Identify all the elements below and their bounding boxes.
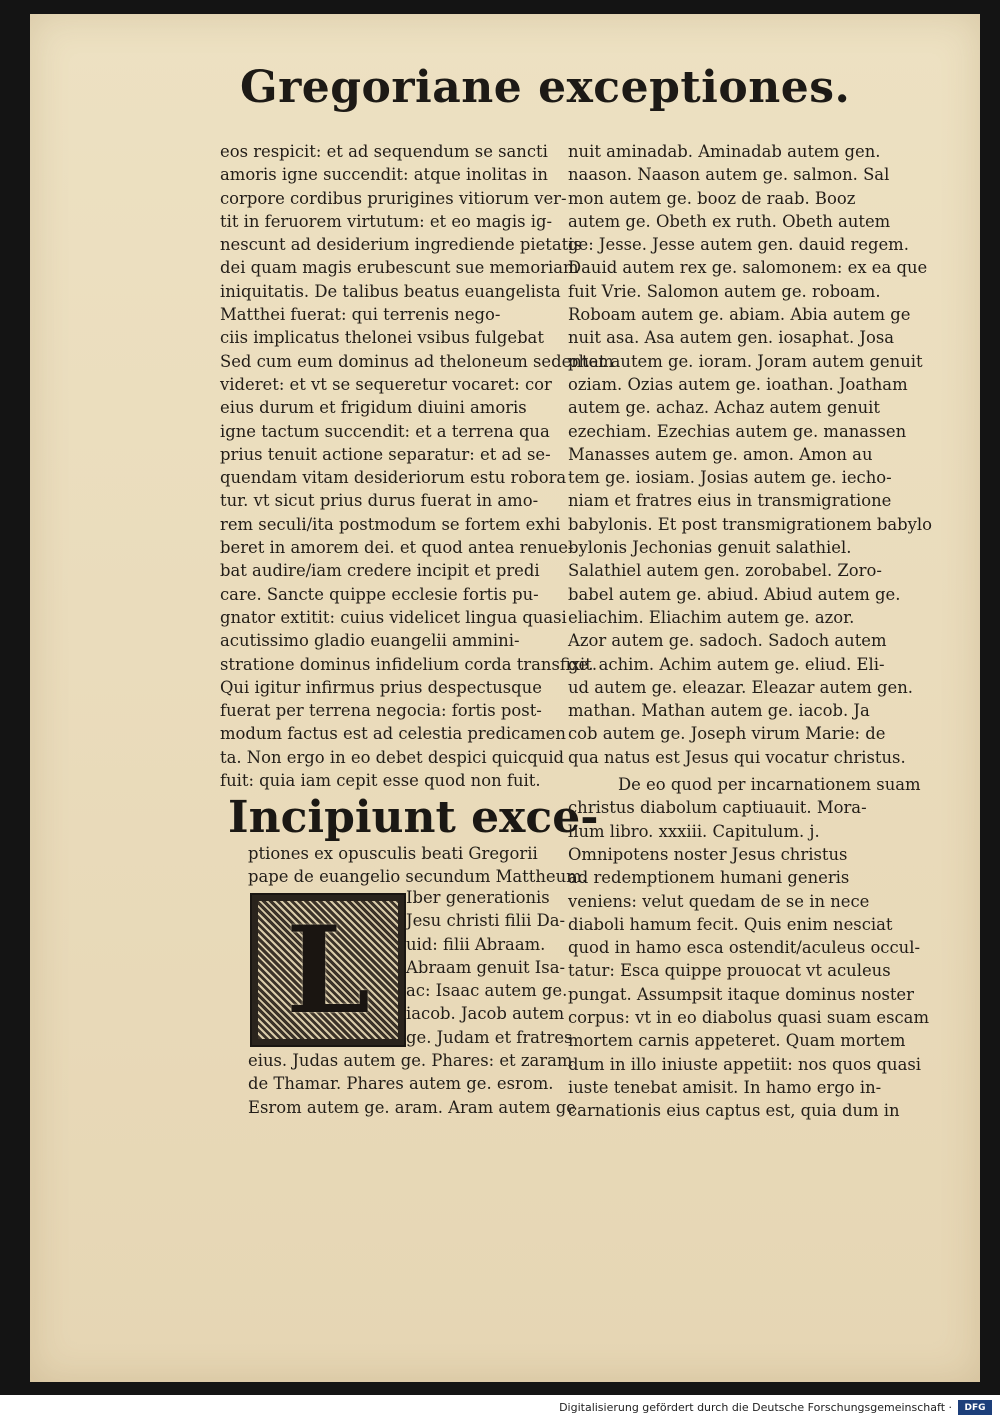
text-line: nuit asa. Asa autem gen. iosaphat. Josa bbox=[568, 328, 895, 348]
text-line: care. Sancte quippe ecclesie fortis pu- bbox=[220, 584, 539, 604]
text-line: autem ge. Obeth ex ruth. Obeth autem bbox=[568, 211, 891, 231]
text-line: babylonis. Et post transmigrationem babylo bbox=[568, 514, 932, 534]
text-line: eos respicit: et ad sequendum se sancti bbox=[220, 142, 548, 161]
text-line: Qui igitur infirmus prius despectusque bbox=[220, 677, 542, 697]
text-line: tit in feruorem virtutum: et eo magis ig- bbox=[220, 211, 553, 231]
text-line: Dauid autem rex ge. salomonem: ex ea que bbox=[568, 258, 928, 278]
text-line: fuit Vrie. Salomon autem ge. roboam. bbox=[568, 281, 881, 301]
right-column bbox=[568, 140, 932, 769]
chapter-text-line: quod in hamo esca ostendit/aculeus occul- bbox=[568, 938, 921, 958]
chapter-text-line: diaboli hamum fecit. Quis enim nesciat bbox=[568, 914, 893, 934]
text-line: Sed cum eum dominus ad theloneum sedentem bbox=[220, 351, 614, 371]
incipit-line: ptiones ex opusculis beati Gregorii bbox=[248, 844, 538, 863]
chapter-section bbox=[568, 773, 929, 1122]
text-line: ciis implicatus thelonei vsibus fulgebat bbox=[220, 328, 544, 348]
text-line: fuit: quia iam cepit esse quod non fuit. bbox=[220, 771, 541, 791]
text-line: niam et fratres eius in transmigratione bbox=[568, 491, 892, 511]
text-line: Abraam genuit Isa- bbox=[406, 957, 566, 977]
text-line: nuit aminadab. Aminadab autem gen. bbox=[568, 142, 881, 161]
left-column bbox=[220, 140, 614, 792]
chapter-text-line: Omnipotens noster Jesus christus bbox=[568, 844, 848, 864]
dfg-logo: DFG bbox=[958, 1400, 992, 1415]
incipit-subtitle bbox=[248, 842, 587, 889]
initial-ornament bbox=[258, 901, 398, 1039]
text-line: modum factus est ad celestia predicamen bbox=[220, 724, 566, 744]
text-line: beret in amorem dei. et quod antea renue- bbox=[220, 538, 574, 558]
text-line: quendam vitam desideriorum estu robora bbox=[220, 468, 567, 488]
chapter-text-line: dum in illo iniuste appetiit: nos quos quasi bbox=[568, 1054, 922, 1074]
chapter-text-line: mortem carnis appeteret. Quam mortem bbox=[568, 1031, 906, 1051]
text-line: cob autem ge. Joseph virum Marie: de bbox=[568, 724, 886, 744]
text-line: Roboam autem ge. abiam. Abia autem ge bbox=[568, 305, 911, 325]
text-line: iniquitatis. De talibus beatus euangelista bbox=[220, 281, 561, 301]
text-line: Iber generationis bbox=[406, 888, 550, 907]
text-line: eius. Judas autem ge. Phares: et zaram bbox=[248, 1051, 573, 1070]
text-line: gnator extitit: cuius videlicet lingua quasi bbox=[220, 607, 567, 627]
text-line: bylonis Jechonias genuit salathiel. bbox=[568, 538, 852, 558]
initial-letter: L bbox=[285, 899, 371, 1041]
chapter-heading-line: lium libro. xxxiii. Capitulum. j. bbox=[568, 821, 820, 841]
chapter-text-line: corpus: vt in eo diabolus quasi suam escam bbox=[568, 1008, 929, 1028]
text-line: mathan. Mathan autem ge. iacob. Ja bbox=[568, 701, 870, 721]
text-below-initial bbox=[248, 1049, 576, 1119]
text-line: babel autem ge. abiud. Abiud autem ge. bbox=[568, 584, 901, 604]
text-line: tur. vt sicut prius durus fuerat in amo- bbox=[220, 491, 539, 511]
text-line: Azor autem ge. sadoch. Sadoch autem bbox=[568, 631, 887, 651]
text-line: ac: Isaac autem ge. bbox=[406, 981, 568, 1001]
text-line: ud autem ge. eleazar. Eleazar autem gen. bbox=[568, 677, 913, 697]
text-line: phat autem ge. ioram. Joram autem genuit bbox=[568, 351, 923, 371]
text-line: Jesu christi filii Da- bbox=[406, 911, 566, 931]
text-line: acutissimo gladio euangelii ammini- bbox=[220, 631, 520, 651]
chapter-text-line: veniens: velut quedam de se in nece bbox=[568, 891, 870, 911]
text-line: eliachim. Eliachim autem ge. azor. bbox=[568, 607, 855, 627]
chapter-text-line: ad redemptionem humani generis bbox=[568, 868, 850, 888]
chapter-heading-line: De eo quod per incarnationem suam bbox=[618, 775, 921, 795]
text-line: bat audire/iam credere incipit et predi bbox=[220, 561, 540, 581]
text-line: tem ge. iosiam. Josias autem ge. iecho- bbox=[568, 468, 892, 488]
chapter-text-line: carnationis eius captus est, quia dum in bbox=[568, 1101, 900, 1121]
text-line: ezechiam. Ezechias autem ge. manassen bbox=[568, 421, 907, 441]
text-line: uid: filii Abraam. bbox=[406, 934, 546, 954]
text-line: Manasses autem ge. amon. Amon au bbox=[568, 444, 873, 464]
text-line: qua natus est Jesus qui vocatur christus. bbox=[568, 747, 906, 767]
running-head: Gregoriane exceptiones. bbox=[240, 62, 851, 113]
text-line: ge: Jesse. Jesse autem gen. dauid regem. bbox=[568, 235, 909, 255]
text-beside-initial bbox=[406, 886, 573, 1049]
footer-credit: Digitalisierung gefördert durch die Deutsche Forschungsgemeinschaft · bbox=[559, 1401, 952, 1414]
text-line: de Thamar. Phares autem ge. esrom. bbox=[248, 1074, 554, 1094]
text-line: fuerat per terrena negocia: fortis post- bbox=[220, 701, 542, 721]
text-line: corpore cordibus prurigines vitiorum ver- bbox=[220, 188, 567, 208]
chapter-text-line: tatur: Esca quippe prouocat vt aculeus bbox=[568, 961, 891, 981]
text-line: Matthei fuerat: qui terrenis nego- bbox=[220, 305, 501, 325]
text-line: ta. Non ergo in eo debet despici quicquid bbox=[220, 747, 565, 767]
text-line: igne tactum succendit: et a terrena qua bbox=[220, 421, 550, 441]
text-line: Esrom autem ge. aram. Aram autem ge bbox=[248, 1097, 576, 1117]
text-line: iacob. Jacob autem bbox=[406, 1004, 565, 1024]
decorated-initial bbox=[250, 893, 406, 1047]
text-line: mon autem ge. booz de raab. Booz bbox=[568, 188, 856, 208]
text-line: ge. achim. Achim autem ge. eliud. Eli- bbox=[568, 654, 885, 674]
text-line: oziam. Ozias autem ge. ioathan. Joatham bbox=[568, 374, 908, 394]
text-line: eius durum et frigidum diuini amoris bbox=[220, 398, 527, 418]
text-line: prius tenuit actione separatur: et ad se- bbox=[220, 444, 551, 464]
incipit-heading: Incipiunt exce- bbox=[228, 792, 599, 843]
chapter-text-line: iuste tenebat amisit. In hamo ergo in- bbox=[568, 1077, 882, 1097]
text-line: dei quam magis erubescunt sue memoriam bbox=[220, 258, 579, 278]
text-line: amoris igne succendit: atque inolitas in bbox=[220, 165, 548, 185]
text-line: stratione dominus infidelium corda transfixit. bbox=[220, 654, 598, 674]
text-line: autem ge. achaz. Achaz autem genuit bbox=[568, 398, 881, 418]
chapter-text-line: pungat. Assumpsit itaque dominus noster bbox=[568, 984, 914, 1004]
text-line: ge. Judam et fratres bbox=[406, 1027, 573, 1047]
text-line: videret: et vt se sequeretur vocaret: cor bbox=[220, 374, 552, 394]
text-line: nescunt ad desiderium ingrediende pietatis bbox=[220, 235, 582, 255]
text-line: naason. Naason autem ge. salmon. Sal bbox=[568, 165, 890, 185]
incipit-line: pape de euangelio secundum Mattheum. bbox=[248, 867, 587, 887]
chapter-heading-line: christus diabolum captiuauit. Mora- bbox=[568, 798, 867, 818]
text-line: Salathiel autem gen. zorobabel. Zoro- bbox=[568, 561, 882, 581]
text-line: rem seculi/ita postmodum se fortem exhi bbox=[220, 514, 561, 534]
